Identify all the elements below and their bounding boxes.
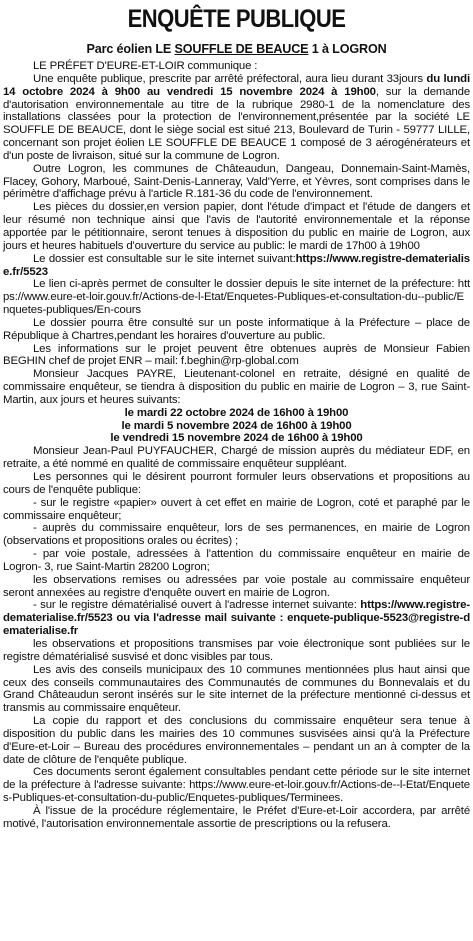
dossier-site-intro: Le dossier est consultable sur le site internet suivant:: [33, 252, 296, 265]
paragraph-enquete-dates: [3, 73, 470, 163]
paragraph-commissaire: Monsieur Jacques PAYRE, Lieutenant-colonel en retraite, désigné en qualité de commissaire enquêteur, se tiendra à disposition du public en mairie de Logron – 3, rue Saint-Martin, aux jours et heures suivants:: [3, 368, 470, 406]
permanence-2: le mardi 5 novembre 2024 de 16h00 à 19h00: [121, 419, 352, 432]
paragraph-observations-electroniques: les observations et propositions transmises par voie électronique sont publiées sur le registre dématérialisé susvisé et donc visibles par tous.: [3, 637, 470, 663]
list-item-registre-dematerialise: [3, 599, 470, 638]
paragraph-informations-projet: Les informations sur le projet peuvent être obtenues auprès de Monsieur Fabien BEGHIN chef de projet ENR – mail: f.beghin@rp-global.com: [3, 342, 470, 368]
paragraph-communique: LE PRÉFET D'EURE-ET-LOIR communique :: [33, 60, 258, 72]
paragraph-dossier-site: [3, 253, 470, 279]
enquete-details: , sur la demande d'autorisation environnementale au titre de la rubrique 2980-1 de la nomenclature des installations classées pour la protection de l'environnement,présentée par la société LE SOUFFLE DE BEAUCE, dont le siège social est situé 213, Boulevard de Turin - 59777 LILLE, concernant son projet éolien LE SOUFFLE DE BEAUCE 1 composé de 3 aérogénérateurs et d'un poste de livraison, situé sur la commune de Logron.: [3, 85, 471, 162]
paragraph-observations: Les personnes qui le désirent pourront formuler leurs observations et propositions au cours de l'enquête publique:: [3, 471, 470, 496]
list-item-permanences: - auprès du commissaire enquêteur, lors de ses permanences, en mairie de Logron (observations et propositions orales ou écrites) ;: [3, 522, 470, 548]
enquete-intro: Une enquête publique, prescrite par arrêté préfectoral, aura lieu durant 33jours: [33, 72, 427, 85]
registre-dematerialise-intro: - sur le registre dématérialisé ouvert à l'adresse internet suivante:: [33, 599, 361, 612]
permanence-1: le mardi 22 octobre 2024 de 16h00 à 19h00: [124, 406, 349, 419]
paragraph-prefecture-link: Le lien ci-après permet de consulter le dossier depuis le site internet de la préfecture: https://www.eure-et-loir.gouv.fr/Actions-de-l-Etat/Enquetes-Publiques-et-consultation-du--public/Enquetes-publiques/En-cours: [3, 278, 470, 317]
paragraph-communes: Outre Logron, les communes de Châteaudun, Dangeau, Donnemain-Saint-Mamès, Flacey, Gohory, Marboué, Saint-Denis-Lanneray, Vald'Yerre, et Yèvres, sont comprises dans le périmètre d'affichage prévu à l'article R.181-36 du code de l'environnement.: [3, 162, 470, 201]
subtitle-prefix: Parc éolien LE: [86, 42, 175, 56]
permanence-3: le vendredi 15 novembre 2024 de 16h00 à 19h00: [110, 432, 363, 445]
list-item-registre-papier: - sur le registre «papier» ouvert à cet effet en mairie de Logron, coté et paraphé par le commissaire enquêteur;: [3, 496, 470, 522]
subtitle-underlined: SOUFFLE DE BEAUCE: [174, 42, 309, 56]
paragraph-avis-conseils: Les avis des conseils municipaux des 10 communes mentionnées plus haut ainsi que ceux des conseils communautaires des Communautés de communes du Bonnevalais et du Grand Châteaudun seront insérés sur le site internet de la préfecture mentionné ci-dessus et transmis au commissaire enquêteur.: [3, 663, 470, 715]
page-title: ENQUÊTE PUBLIQUE: [127, 5, 346, 33]
paragraph-suppleant: Monsieur Jean-Paul PUYFAUCHER, Chargé de mission auprès du médiateur EDF, en retraite, a été nommé en qualité de commissaire enquêteur suppléant.: [3, 445, 470, 471]
subtitle-suffix: 1 à LOGRON: [308, 42, 387, 56]
paragraph-copie-rapport: La copie du rapport et des conclusions du commissaire enquêteur sera tenue à disposition du public dans les mairies des 10 communes susvisées ainsi qu'à la Préfecture d'Eure-et-Loir – Bureau des procédures environnementales – pendant un an à compter de la date de clôture de l'enquête publique.: [3, 715, 470, 766]
list-item-voie-postale: - par voie postale, adressées à l'attention du commissaire enquêteur en mairie de Logron- 3, rue Saint-Martin 28200 Logron;: [3, 548, 470, 573]
paragraph-pieces-dossier: Les pièces du dossier,en version papier, dont l'étude d'impact et l'étude de dangers et leur résumé non technique ainsi que l'avis de l'autorité environnementale et la réponse apportée par le pétitionnaire, seront tenues à disposition du public en mairie de Logron, aux jours et heures habituels d'ouverture du service au public: le mardi de 17h00 à 19h00: [3, 201, 470, 252]
notice-subtitle: [3, 42, 470, 57]
registre-dematerialise-links[interactable]: https://www.registre-dematerialise.fr/5523 ou via l'adresse mail suivante : enquete-publique-5523@registre-dematerialise.fr: [3, 599, 470, 638]
enquete-dates: du lundi 14 octobre 2024 à 9h00 au vendredi 15 novembre 2024 à 19h00: [3, 72, 470, 98]
registre-link[interactable]: https://www.registre-dematerialise.fr/5523: [3, 252, 470, 278]
paragraph-documents-consultables: Ces documents seront également consultables pendant cette période sur le site internet de la préfecture à l'adresse suivante: https://www.eure-et-loir.gouv.fr/Actions-de--l-Etat/Enquetes-Publiques-et-consultation-du-public/Enquetes-publiques/Terminees.: [3, 766, 470, 805]
paragraph-observations-postales: les observations remises ou adressées par voie postale au commissaire enquêteur seront annexées au registre d'enquête ouvert en mairie de Logron.: [3, 573, 470, 599]
paragraph-issue-procedure: À l'issue de la procédure réglementaire, le Préfet d'Eure-et-Loir accordera, par arrêté motivé, l'autorisation environnementale assortie de prescriptions ou la refusera.: [3, 804, 470, 830]
paragraph-poste-informatique: Le dossier pourra être consulté sur un poste informatique à la Préfecture – place de République à Chartres,pendant les horaires d'ouverture au public.: [3, 316, 470, 342]
